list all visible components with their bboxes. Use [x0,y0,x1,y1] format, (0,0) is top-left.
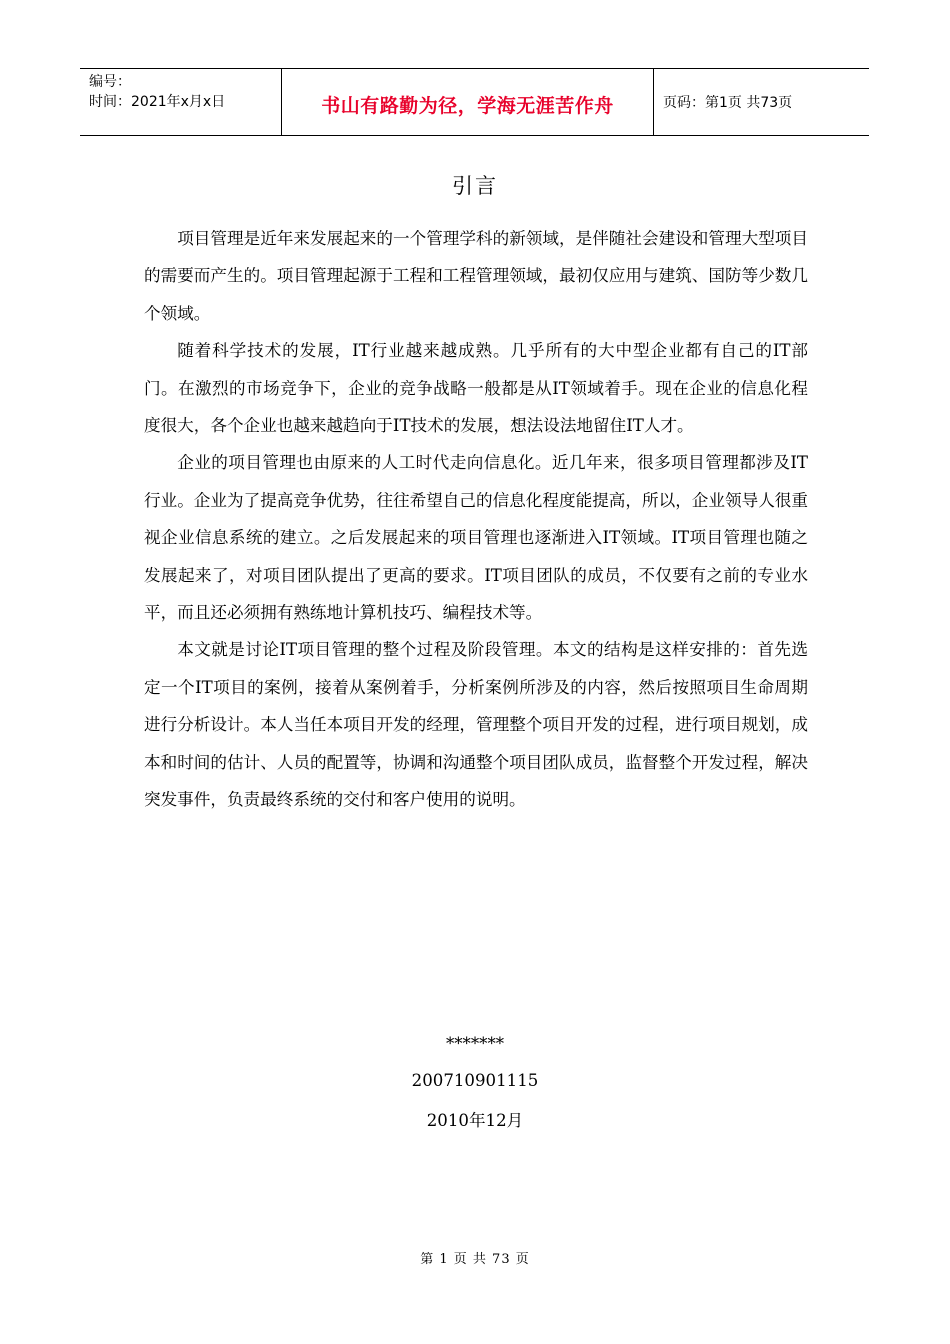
body-paragraph: 项目管理是近年来发展起来的一个管理学科的新领域，是伴随社会建设和管理大型项目的需要而产生的。项目管理起源于工程和工程管理领域，最初仅应用与建筑、国防等少数几个领域。 [144,229,808,323]
body-paragraph: 随着科学技术的发展，IT行业越来越成熟。几乎所有的大中型企业都有自己的IT部门。在激烈的市场竞争下，企业的竞争战略一般都是从IT领域着手。现在企业的信息化程度很大，各个企业也越来越趋向于IT技术的发展，想法设法地留住IT人才。 [144,341,808,436]
header-meta-cell [80,69,282,135]
document-time-label: 时间：2021年x月x日 [89,94,226,110]
header-page-info: 页码：第1页 共73页 [663,95,793,111]
page-footer: 第 1 页 共 73 页 [420,1252,530,1267]
author-student-id: 200710901115 [411,1071,539,1090]
document-number-label: 编号： [89,74,131,90]
header-motto: 书山有路勤为径，学海无涯苦作舟 [321,94,614,117]
author-date: 2010年12月 [426,1111,524,1130]
body-paragraph: 企业的项目管理也由原来的人工时代走向信息化。近几年来，很多项目管理都涉及IT行业。企业为了提高竞争优势，往往希望自己的信息化程度能提高，所以，企业领导人很重视企业信息系统的建立。之后发展起来的项目管理也逐渐进入IT领域。IT项目管理也随之发展起来了，对项目团队提出了更高的要求。IT项目团队的成员，不仅要有之前的专业水平，而且还必须拥有熟练地计算机技巧、编程技术等。 [144,453,808,623]
body-paragraph: 本文就是讨论IT项目管理的整个过程及阶段管理。本文的结构是这样安排的：首先选定一个IT项目的案例，接着从案例着手，分析案例所涉及的内容，然后按照项目生命周期进行分析设计。本人当任本项目开发的经理，管理整个项目开发的过程，进行项目规划，成本和时间的估计、人员的配置等，协调和沟通整个项目团队成员，监督整个开发过程，解决突发事件，负责最终系统的交付和客户使用的说明。 [144,640,808,810]
header-page-cell [654,69,869,135]
header-motto-cell [282,69,654,135]
page-header [80,68,869,136]
section-title: 引言 [452,174,498,198]
document-body [144,220,808,819]
author-name: ******* [445,1034,505,1053]
